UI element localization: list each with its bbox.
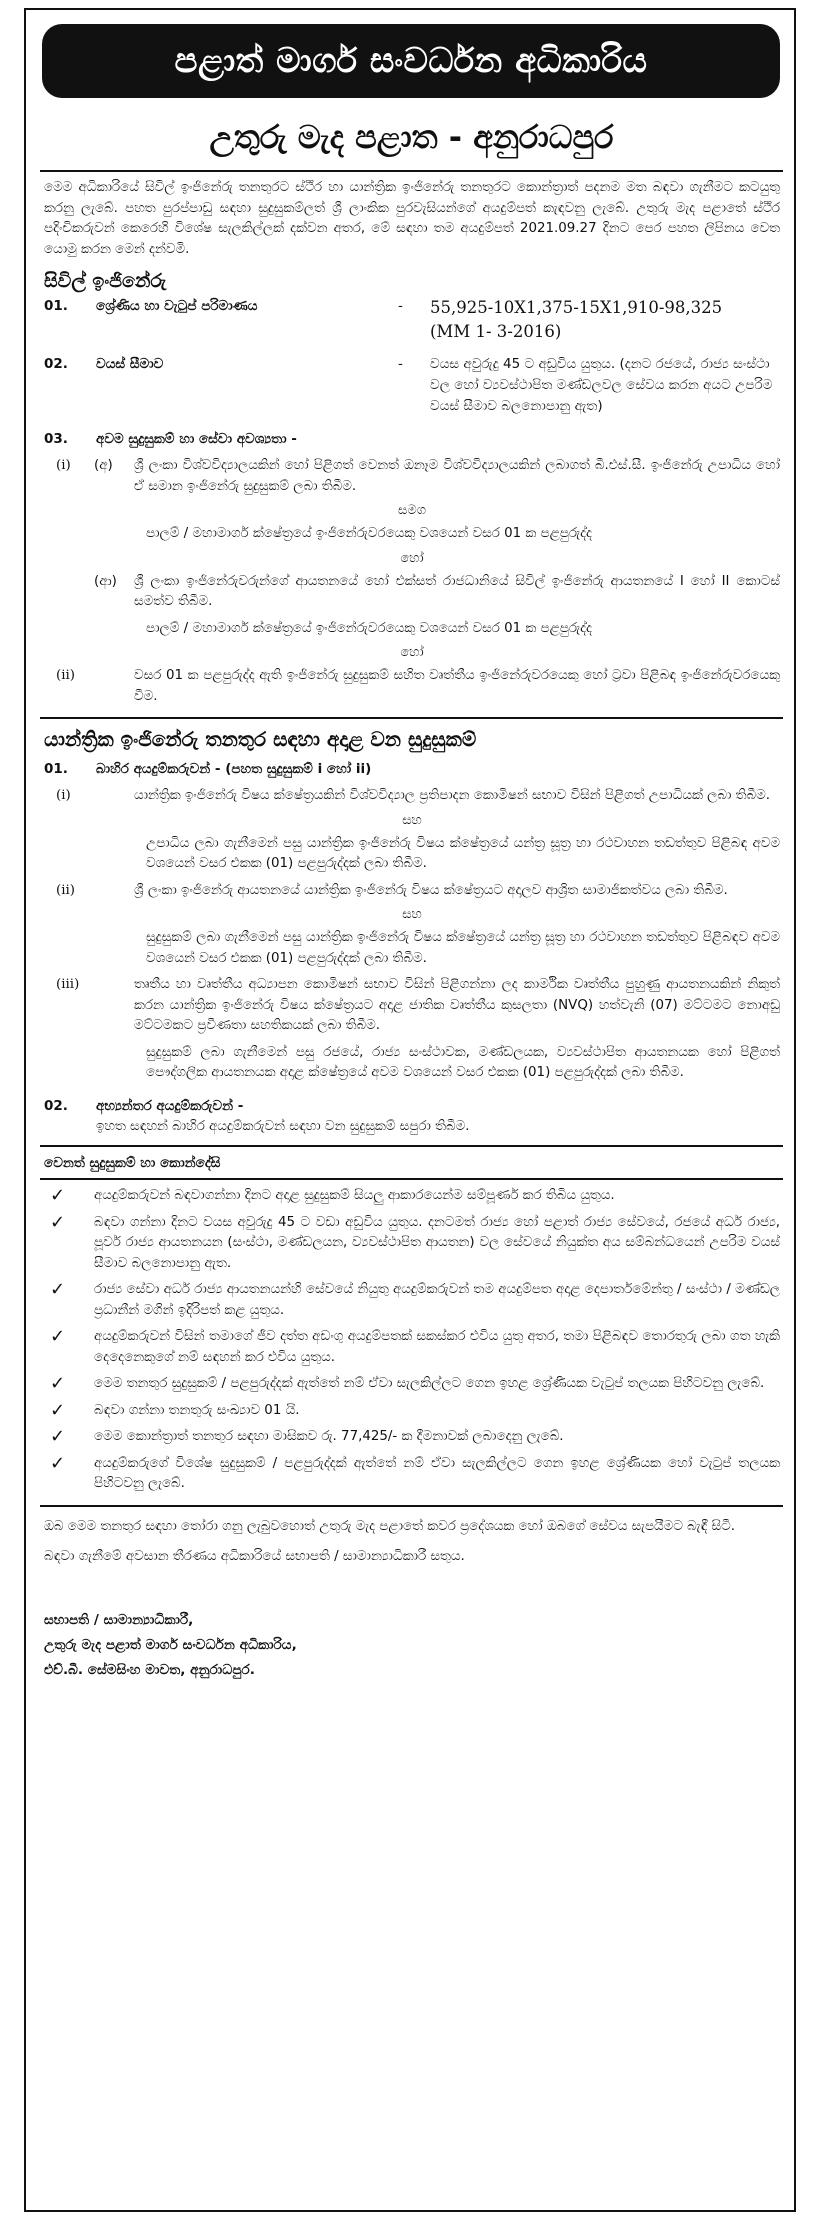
signature-title: සභාපති / සාමාන්‍යාධිකාරී, (44, 1611, 194, 1628)
check-icon: ✓ (50, 1399, 66, 1421)
section-rule-1 (40, 717, 783, 719)
ho-connector-1: හෝ (400, 550, 424, 566)
civil-heading: සිවිල් ඉංජිනේරු (44, 270, 167, 292)
req-ii-text: වසර 01 ක පළපුරුද්ද ඇති ඉංජිනේරු සුදුසුකම් සහිත වෘත්තීය ඉංජිනේරුවරයෙකු හෝ ට්‍රවා පිළිබඳ ඉංජිනේරුවරයෙකු වීම. (134, 668, 780, 704)
condition-item (44, 1327, 780, 1368)
samaga-connector: සමග (398, 503, 426, 518)
condition-text: බඳවා ගන්නා තනතුරු සංඛ්‍යාව 01 යි. (94, 1402, 300, 1418)
check-icon: ✓ (50, 1326, 66, 1347)
req-ii-num: (ii) (56, 668, 76, 683)
mech-iii-text: තෘතීය හා වෘත්තීය අධ්‍යාපන කොමිෂන් සභාව විසින් පිළිගන්නා ලද කාර්මික වෘත්තීය පුහුණු ආයතනයකින් නිකුත් කරන යාන්ත්‍රික ඉංජිනේරු විෂය ක්ෂේත්‍රයට අදාළ ජාතික වෘත්තීය කුසලතා (NVQ) හත්වැනි (07) මට්ටමට නොඅඩු මට්ටමකට ප්‍රවීණතා සහතිකයක් ලබා තිබීම. (134, 977, 780, 1033)
closing-service: ඔබ මෙම තනතුර සඳහා තෝරා ගනු ලැබුවහොත් උතුරු මැද පළාතේ කවර ප්‍රදේශයක හෝ ඔබගේ සේවය සැපයීමට බැඳී සිටී. (44, 1518, 736, 1534)
req-aa-text: ශ්‍රී ලංකා ඉංජිනේරුවරුන්ගේ ආයතනයේ හෝ එක්සත් රාජධානියේ සිවිල් ඉංජිනේරු ආයතනයේ I හෝ II කොටස් සමත්ව තිබීම. (134, 573, 780, 609)
req-a-experience: පාලම් / මහාමාර්ග ක්ෂේත්‍රයේ ඉංජිනේරුවරයෙකු වශයෙන් වසර 01 ක පළපුරුද්ද (146, 526, 592, 541)
check-icon: ✓ (50, 1373, 66, 1394)
req-a-text: ශ්‍රී ලංකා විශ්වවිද්‍යාලයකින් හෝ පිළිගත් වෙනත් ඔනෑම විශ්වවිද්‍යාලයකින් ලබාගත් බී.එස්.සී. ඉංජිනේරු උපාධිය හෝ ඒ සමාන ඉංජිනේරු සුදුසුකම් ලබා තිබීම. (134, 458, 780, 494)
age-value: වයස අවුරුදු 45 ට අඩුවිය යුතුය. (දනට රජයේ, රාජ්‍ය සංස්ථා වල හෝ ව්‍යවස්ථාපිත මණ්ඩලවල සේවය කරන අයට උපරිම වයස් සීමාව බලනොපානු ඇත) (430, 356, 773, 414)
mech-i-text: යාන්ත්‍රික ඉංජිනේරු විෂය ක්ෂේත්‍රයකින් විශ්වවිද්‍යාල ප්‍රතිපාදන කොමිෂන් සභාව විසින් පිළිගත් උපාධියක් ලබා තිබීම. (134, 788, 770, 803)
external-label: බාහිර අයදුම්කරුවන් - (පහත සුදුසුකම් i හෝ ii) (96, 761, 372, 777)
signature-block (44, 1608, 780, 1683)
check-icon: ✓ (50, 1211, 66, 1233)
check-icon: ✓ (50, 1185, 66, 1206)
condition-item (44, 1454, 780, 1495)
mech-i-num: (i) (56, 788, 71, 803)
mech-ii-num: (ii) (56, 882, 76, 898)
province-subtitle: උතුරු මැද පළාත - අනුරාධපුර (209, 118, 614, 156)
condition-text: බඳවා ගන්නා දිනට වයස අවුරුදු 45 ට වඩා අඩුවිය යුතුය. දනටමත් රාජ්‍ය හෝ පළාත් රාජ්‍ය සේවයේ, රජයේ අර්ධ රාජ්‍ය, පූර්ව රාජ්‍ය ආයතනයන (සංස්ථා, මණ්ඩලයන, ව්‍යවස්ථාපිත ආයතන) වල සේවයේ නියුක්ත අය සම්බන්ධයෙන් උපරිම වයස් සීමාව බලනොපානු ඇත. (94, 1214, 780, 1271)
condition-item (44, 1186, 780, 1207)
req-a-num: (අ) (94, 458, 113, 473)
signature-address: එච්.බී. සේමසිංහ මාවත, අනුරාධපුර. (44, 1661, 255, 1678)
requirements-num: 03. (44, 431, 68, 447)
salary-num: 01. (44, 298, 68, 314)
signature-authority: උතුරු මැද පළාත් මාර්ග සංවර්ධන අධිකාරිය, (44, 1636, 297, 1653)
requirements-row (44, 429, 780, 450)
condition-text: මෙම තනතුර සුදුසුකම් / පළපුරුද්දක් ඇත්තේ නම් ඒවා සැලකිල්ලට ගෙන ඉහළ ශ්‍රේණියක වැටුප් තලයක පිහිටවනු ලැබේ. (94, 1376, 765, 1391)
condition-text: මෙම කොන්ත්‍රාත් තනතුර සඳහා මාසිකව රු. 77,425/- ක දීමනාවක් ලබාදෙනු ලැබේ. (94, 1429, 564, 1444)
check-icon: ✓ (50, 1452, 66, 1474)
internal-row (44, 1096, 780, 1117)
req-i-num: (i) (56, 458, 71, 473)
req-aa-num: (ආ) (94, 573, 117, 589)
authority-title-banner (42, 24, 780, 98)
closing-decision: බඳවා ගැනීමේ අවසාන තීරණය අධිකාරියේ සභාපති / සාමාන්‍යාධිකාරී සතුය. (44, 1549, 465, 1564)
mech-req-i (44, 786, 780, 807)
condition-text: අයදුම්කරුවන් බඳවාගන්නා දිනට අදාළ සුදුසුකම් සියලු ආකාරයෙන්ම සම්පූර්ණ කර තිබිය යුතුය. (94, 1188, 615, 1203)
external-row (44, 759, 780, 780)
age-num: 02. (44, 356, 68, 372)
mech-iii-num: (iii) (56, 977, 80, 992)
notice-body (44, 178, 780, 1683)
req-aa-experience: පාලම් / මහාමාර්ග ක්ෂේත්‍රයේ ඉංජිනේරුවරයෙකු වශයෙන් වසර 01 ක පළපුරුද්ද (146, 620, 592, 636)
salary-label: ශ්‍රේණිය හා වැටුප් පරිමාණය (96, 298, 258, 314)
authority-title: පළාත් මාර්ග සංවර්ධන අධිකාරිය (174, 41, 648, 81)
age-label: වයස් සීමාව (96, 356, 164, 372)
salary-circular: (MM 1- 3-2016) (430, 322, 562, 341)
check-icon: ✓ (50, 1279, 66, 1300)
condition-item (44, 1213, 780, 1275)
mech-i-experience: උපාධිය ලබා ගැනීමෙන් පසු යාන්ත්‍රික ඉංජිනේරු විෂය ක්ෂේත්‍රයේ යන්ත්‍ර සූත්‍ර හා රථවාහන තඩත්තුව පිළිබඳ අවම වශයෙන් වසර එකක (01) පළපුරුද්දක් ලබා තිබීම. (146, 835, 780, 871)
saha-connector-2: සහ (402, 907, 422, 922)
condition-item (44, 1374, 780, 1395)
condition-text: අයදුම්කරුවන් විසින් තමාගේ ජීව දත්ත අඩංගු අයදුම්පතක් සකස්කර එවිය යුතු අතර, තමා පිළිබඳව තොරතුරු ලබා ගත හැකි දෙදෙනෙකුගේ නම් සඳහන් කර එවිය යුතුය. (94, 1329, 780, 1365)
condition-text: අයදුම්කරුගේ විශේෂ සුදුසුකම් / පළපුරුද්දක් ඇත්තේ නම් ඒවා සැලකිල්ලට ගෙන ඉහළ ශ්‍රේණියක හෝ වැටුප් තලයක පිහිටවනු ලැබේ. (94, 1455, 780, 1491)
ho-connector-2: හෝ (400, 645, 424, 660)
section-rule-4 (40, 1505, 783, 1507)
civil-req-aa (44, 572, 780, 613)
mech-req-iii (44, 975, 780, 1037)
saha-connector-1: සහ (402, 812, 422, 828)
header-rule (40, 170, 783, 172)
requirements-label: අවම සුදුසුකම් හා සේවා අවශ්‍යතා - (96, 431, 297, 447)
mech-heading: යාන්ත්‍රික ඉංජිනේරු තනතුර සඳහා අදාළ වන සුදුසුකම් (44, 727, 477, 751)
conditions-heading: වෙනත් සුදුසුකම් හා කොන්දේසි (44, 1155, 221, 1171)
salary-row (44, 296, 780, 344)
check-icon: ✓ (50, 1426, 66, 1447)
condition-item (44, 1401, 780, 1422)
civil-req-i-a (44, 456, 780, 497)
civil-req-ii (44, 666, 780, 707)
condition-item (44, 1280, 780, 1321)
external-num: 01. (44, 761, 68, 777)
internal-text: ඉහත සඳහන් බාහිර අයදුම්කරුවන් සඳහා වන සුදුසුකම් සපුරා තිබීම. (96, 1118, 470, 1134)
internal-label: අභ්‍යන්තර අයදුම්කරුවන් - (96, 1097, 244, 1114)
age-row (44, 354, 780, 417)
condition-text: රාජ්‍ය සේවා අර්ධ රාජ්‍ය ආයතනයන්හි සේවයේ නියුතු අයදුම්කරුවන් තම අයදුම්පත අදාළ දෙපාර්තමේන්තු / සංස්ථා / මණ්ඩල ප්‍රධානීන් මගින් ඉදිරිපත් කළ යුතුය. (94, 1282, 780, 1318)
age-dash: - (398, 356, 403, 372)
salary-scale: 55,925-10X1,375-15X1,910-98,325 (430, 298, 723, 317)
mech-ii-experience: සුදුසුකම් ලබා ගැනීමෙන් පසු යාන්ත්‍රික ඉංජිනේරු විෂය ක්ෂේත්‍රයේ යන්ත්‍ර සූත්‍ර හා රථවාහන තඩත්තුව පිළිබඳව අවම වශයෙන් වසර එකක (01) පළපුරුද්දක් ලබා තිබීම. (146, 930, 780, 966)
section-rule-3 (40, 1178, 783, 1180)
internal-num: 02. (44, 1097, 68, 1114)
intro-paragraph: මෙම අධිකාරියේ සිවිල් ඉංජිනේරු තනතුරට ස්ථිර හා යාන්ත්‍රික ඉංජිනේරු තනතුරට කොන්ත්‍රාත් පදනම මත බඳවා ගැනීමට කටයුතු කරනු ලැබේ. පහත පුරප්පාඩු සඳහා සුදුසුකම්ලත් ශ්‍රී ලාංකික පුරවැසියන්ගේ අයදුම්පත් කැඳවනු ලැබේ. උතුරු මැද පළාතේ ස්ථිර පදිංචිකරුවන් කෙරෙහි විශේෂ සැලකිල්ලක් දක්වන අතර, මේ සඳහා තම අයදුම්පත් 2021.09.27 දිනට පෙර පහත ලිපිනය වෙත යොමු කරන මෙන් දන්වමි. (44, 180, 780, 257)
mech-req-ii (44, 881, 780, 902)
salary-dash: - (398, 298, 403, 314)
salary-value (430, 296, 780, 344)
mech-iii-experience: සුදුසුකම් ලබා ගැනීමෙන් පසු රජයේ, රාජ්‍ය සංස්ථාවක, මණ්ඩලයක, ව්‍යවස්ථාපිත ආයතනයක හෝ පිළිගත් පෞද්ගලික ආයතනයක අදාළ ක්ෂේත්‍රයේ අවම වශයෙන් වසර එකක (01) පළපුරුද්දක් ලබා තිබීම. (146, 1044, 780, 1080)
mech-ii-text: ශ්‍රී ලංකා ඉංජිනේරු ආයතනයේ යාන්ත්‍රික ඉංජිනේරු විෂය ක්ෂේත්‍රයට අදාලව ආශ්‍රිත සාමාජිකත්වය ලබා තිබීම. (134, 882, 728, 898)
section-rule-2 (40, 1145, 783, 1147)
condition-item (44, 1427, 780, 1448)
